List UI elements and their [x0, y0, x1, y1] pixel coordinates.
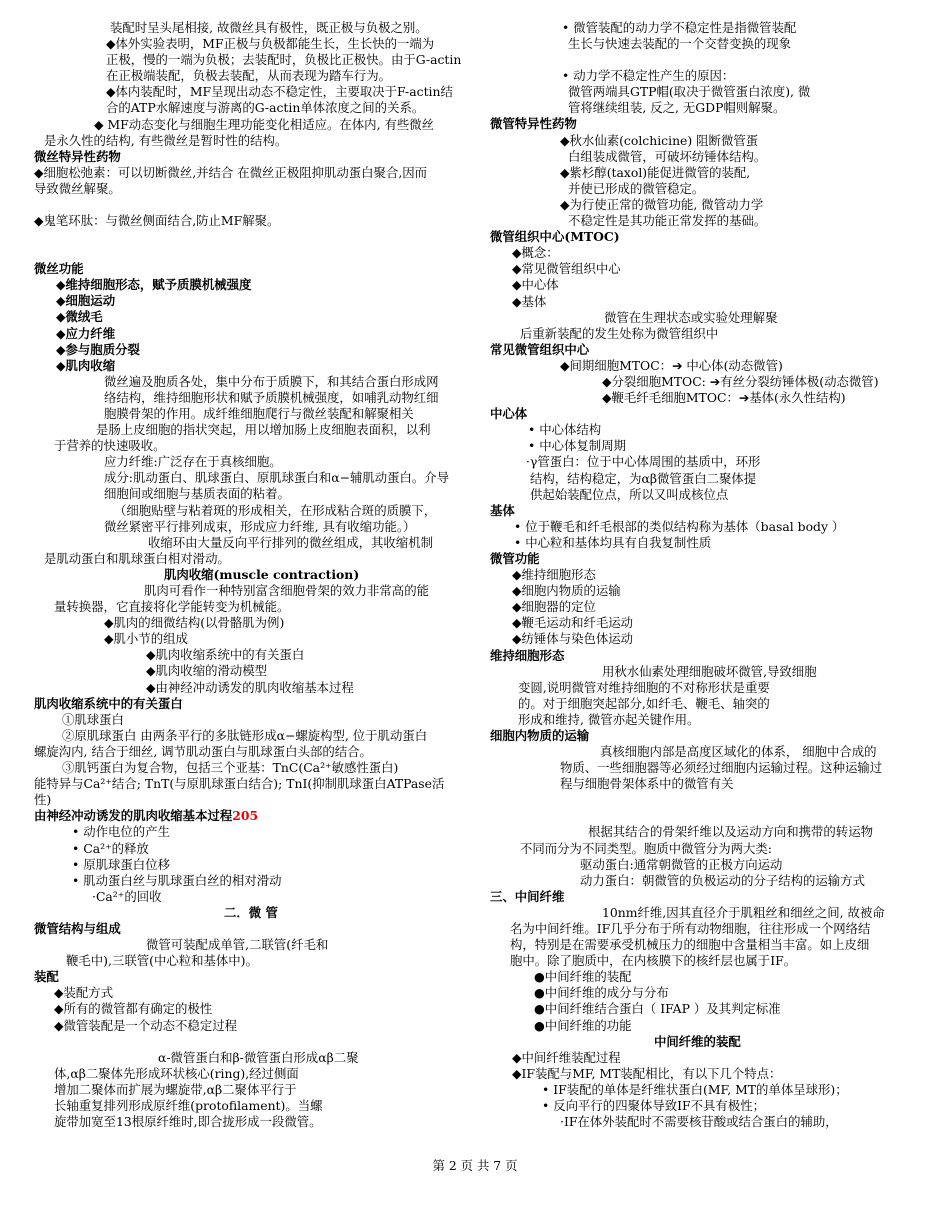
- line-text: ◆应力纤维: [56, 325, 116, 341]
- text-line: [490, 760, 915, 776]
- section-heading: [34, 567, 474, 583]
- line-text: 后重新装配的发生处称为微管组织中: [520, 325, 719, 341]
- line-text: 微丝遍及胞质各处，集中分布于质膜下，和其结合蛋白形成网: [104, 373, 439, 389]
- line-text: 在正极端装配，负极去装配，从而表现为踏车行为。: [106, 68, 391, 84]
- text-line: [34, 213, 474, 229]
- line-text: • 动力学不稳定性产生的原因：: [562, 68, 735, 84]
- text-line: [490, 326, 915, 342]
- text-line: [490, 149, 915, 165]
- section-heading: [34, 293, 474, 309]
- section-heading: [490, 648, 915, 664]
- text-line: [34, 503, 474, 519]
- line-text: ◆鞭毛运动和纤毛运动: [512, 615, 634, 631]
- line-text: 装配时呈头尾相接, 故微丝具有极性，既正极与负极之别。: [110, 20, 428, 35]
- text-line: [490, 277, 915, 293]
- text-line: [490, 20, 915, 36]
- text-line: [490, 100, 915, 116]
- section-heading: [490, 229, 915, 245]
- line-text: 长轴重复排列形成原纤维(protofilament)。当螺: [54, 1097, 323, 1113]
- line-text: 肌肉可看作一种特别富含细胞骨架的效力非常高的能: [144, 583, 429, 598]
- line-text: 细胞内物质的运输: [490, 728, 590, 744]
- line-text: ●中间纤维的成分与分布: [534, 985, 669, 1001]
- text-line: [490, 744, 915, 760]
- text-line: [34, 406, 474, 422]
- section-heading: [490, 889, 915, 905]
- line-text: ◆体外实验表明，MF正极与负极都能生长，生长快的一端为: [106, 36, 435, 52]
- spacer: [34, 1034, 474, 1050]
- text-line: [34, 663, 474, 679]
- text-line: [490, 422, 915, 438]
- text-line: [34, 857, 474, 873]
- section-heading: [490, 728, 915, 744]
- text-line: [490, 824, 915, 840]
- line-text: 微管结构与组成: [34, 920, 121, 936]
- spacer: [490, 792, 915, 824]
- line-text: 微丝紧密平行排列成束，形成应力纤维, 具有收缩功能。）: [104, 518, 416, 534]
- text-line: [490, 680, 915, 696]
- text-line: [34, 390, 474, 406]
- text-line: [34, 486, 474, 502]
- line-text: 白组装成微管，可破坏纺锤体结构。: [568, 148, 767, 164]
- text-line: [490, 1114, 915, 1130]
- line-text: ①肌球蛋白: [62, 711, 124, 727]
- text-line: [34, 20, 474, 36]
- line-text: 微管在生理状态或实验处理解聚: [604, 309, 778, 325]
- text-line: [34, 841, 474, 857]
- line-text: 正极，慢的一端为负极；去装配时，负极比正极快。由于G-actin: [106, 52, 462, 68]
- text-line: [490, 84, 915, 100]
- line-text: 成分:肌动蛋白、肌球蛋白、原肌球蛋白和α−辅肌动蛋白。介导: [104, 470, 450, 486]
- text-line: [34, 1098, 474, 1114]
- line-text: ◆纺锤体与染色体运动: [512, 631, 634, 647]
- text-line: [34, 52, 474, 68]
- line-text: 供起始装配位点，所以又叫成核位点: [530, 486, 729, 502]
- text-line: [490, 664, 915, 680]
- line-text: 于营养的快速吸收。: [54, 438, 166, 454]
- line-text: • 动作电位的产生: [72, 824, 170, 840]
- line-text: 管将继续组装, 反之, 无GDP帽则解聚。: [568, 100, 786, 116]
- text-line: [34, 519, 474, 535]
- section-heading: [34, 969, 474, 985]
- line-text: 不稳定性是其功能正常发挥的基础。: [568, 213, 767, 229]
- line-text: 络结构，维持细胞形状和赋予质膜机械强度，如哺乳动物红细: [104, 389, 439, 405]
- text-line: [490, 1066, 915, 1082]
- text-line: [490, 953, 915, 969]
- line-text: α-微管蛋白和β-微管蛋白形成αβ二聚: [158, 1049, 359, 1065]
- text-line: [34, 680, 474, 696]
- line-text: ◆紫杉醇(taxol)能促进微管的装配,: [560, 164, 751, 180]
- text-line: [34, 117, 474, 133]
- text-line: [34, 470, 474, 486]
- text-line: [490, 631, 915, 647]
- line-text: ◆鬼笔环肽：与微丝侧面结合,防止MF解聚。: [34, 213, 280, 229]
- line-text: （细胞贴壁与粘着斑的形成相关，在形成粘合斑的质膜下，: [114, 502, 437, 518]
- line-text: ●中间纤维的功能: [534, 1017, 632, 1033]
- line-text: ◆微管装配是一个动态不稳定过程: [54, 1017, 237, 1033]
- line-text: 驱动蛋白:通常朝微管的正极方向运动: [580, 856, 783, 872]
- text-line: [490, 245, 915, 261]
- line-text: ◆细胞内物质的运输: [512, 583, 621, 599]
- line-text: • 位于鞭毛和纤毛根部的类似结构称为基体（basal body ）: [514, 518, 845, 534]
- line-text: • 微管装配的动力学不稳定性是指微管装配: [562, 20, 797, 35]
- section-heading: [490, 1034, 915, 1050]
- text-line: [34, 374, 474, 390]
- section-heading: [34, 309, 474, 325]
- line-text: 基体: [490, 502, 515, 518]
- text-line: [34, 551, 474, 567]
- text-line: [490, 696, 915, 712]
- text-line: [490, 390, 915, 406]
- line-text: 用秋水仙素处理细胞破坏微管,导致细胞: [602, 663, 817, 679]
- line-text: ◆为行使正常的微管功能, 微管动力学: [560, 196, 764, 212]
- line-text: 旋带加宽至13根原纤维时,即合拢形成一段微管。: [54, 1114, 322, 1129]
- section-heading: [34, 326, 474, 342]
- text-line: [490, 1001, 915, 1017]
- line-text: ◆基体: [512, 293, 547, 309]
- text-line: [490, 712, 915, 728]
- line-text: 应力纤维:广泛存在于真核细胞。: [104, 454, 282, 470]
- line-text: 装配: [34, 969, 59, 985]
- line-text: ◆微绒毛: [56, 309, 103, 325]
- text-line: [34, 1050, 474, 1066]
- text-line: [490, 310, 915, 326]
- text-line: [490, 985, 915, 1001]
- text-line: [34, 824, 474, 840]
- line-text: 微管功能: [490, 551, 540, 566]
- section-heading: [34, 342, 474, 358]
- line-text: 微管可装配成单管,二联管(纤毛和: [146, 937, 329, 953]
- line-text: • 肌动蛋白丝与肌球蛋白丝的相对滑动: [72, 872, 282, 888]
- line-text: 不同而分为不同类型。胞质中微管分为两大类:: [520, 840, 772, 856]
- spacer: [34, 229, 474, 261]
- text-line: [490, 438, 915, 454]
- text-line: [490, 36, 915, 52]
- text-line: [34, 712, 474, 728]
- line-text: 形成和维持, 微管亦起关键作用。: [518, 711, 700, 727]
- line-text: ·IF在体外装配时不需要核苷酸或结合蛋白的辅助，: [560, 1114, 838, 1130]
- line-text: ◆体内装配时，MF呈现出动态不稳定性，主要取决于F-actin结: [106, 84, 453, 100]
- text-line: [490, 1082, 915, 1098]
- line-text: ◆参与胞质分裂: [56, 341, 140, 357]
- line-text: ③肌钙蛋白为复合物，包括三个亚基：TnC(Ca²⁺敏感性蛋白): [62, 760, 399, 776]
- text-line: [490, 1098, 915, 1114]
- line-text: ◆中间纤维装配过程: [512, 1049, 621, 1065]
- line-text: ◆由神经冲动诱发的肌肉收缩基本过程: [146, 679, 354, 695]
- text-line: [34, 36, 474, 52]
- line-text: 胞中。除了胞质中，在内核膜下的核纤层也属于IF。: [510, 953, 797, 969]
- line-text: 体,αβ二聚体先形成环状核心(ring),经过侧面: [54, 1065, 299, 1081]
- line-text: 合的ATP水解速度与游离的G-actin单体浓度之间的关系。: [106, 100, 425, 116]
- text-line: [490, 294, 915, 310]
- line-text: 程与细胞骨架体系中的微管有关: [560, 776, 734, 792]
- text-line: [490, 487, 915, 503]
- text-line: [490, 873, 915, 889]
- line-text: 结构，结构稳定，为αβ微管蛋白二聚体提: [530, 470, 757, 486]
- text-line: [490, 841, 915, 857]
- text-line: [490, 1018, 915, 1034]
- line-text: ◆维持细胞形态: [512, 567, 596, 583]
- text-line: [490, 1050, 915, 1066]
- text-line: [490, 519, 915, 535]
- line-text: 增加二聚体而扩展为螺旋带,αβ二聚体平行于: [54, 1081, 297, 1097]
- text-line: [490, 374, 915, 390]
- line-text: ◆概念：: [512, 245, 559, 261]
- section-heading: [490, 342, 915, 358]
- line-text: 由神经冲动诱发的肌肉收缩基本过程: [34, 808, 233, 824]
- section-heading: [490, 503, 915, 519]
- spacer: [34, 197, 474, 213]
- line-text: 根据其结合的骨架纤维以及运动方向和携带的转运物: [588, 824, 873, 840]
- text-line: [490, 599, 915, 615]
- line-text: 微丝功能: [34, 261, 84, 277]
- line-text: 螺旋沟内, 结合于细丝, 调节肌动蛋白与肌球蛋白头部的结合。: [34, 743, 372, 759]
- text-line: [34, 1082, 474, 1098]
- text-line: [490, 615, 915, 631]
- right-column: [490, 20, 915, 1130]
- line-text: 动力蛋白：朝微管的负极运动的分子结构的运输方式: [580, 872, 865, 888]
- line-text: 维持细胞形态: [490, 647, 565, 663]
- line-text: 三、中间纤维: [490, 888, 565, 904]
- line-text: ◆鞭毛纤毛细胞MTOC：➔基体(永久性结构): [602, 390, 846, 406]
- text-line: [34, 100, 474, 116]
- line-text: ◆肌肉的细微结构(以骨骼肌为例): [104, 615, 285, 631]
- line-text: • Ca²⁺的释放: [72, 840, 149, 856]
- line-text: ◆间期细胞MTOC：➔ 中心体(动态微管): [560, 357, 783, 373]
- line-text: ◆肌肉收缩系统中的有关蛋白: [146, 647, 305, 663]
- line-text: • 中心体结构: [528, 422, 602, 438]
- text-line: [34, 438, 474, 454]
- line-text: 10nm纤维,因其直径介于肌粗丝和细丝之间, 故被命: [602, 904, 885, 920]
- section-heading: [34, 358, 474, 374]
- text-line: [34, 776, 474, 792]
- text-line: [490, 583, 915, 599]
- line-text: 性): [34, 792, 52, 808]
- line-text: • 中心粒和基体均具有自我复制性质: [514, 534, 712, 550]
- text-line: [34, 422, 474, 438]
- line-text: 肌肉收缩系统中的有关蛋白: [34, 695, 183, 711]
- line-text: 微管两端具GTP帽(取决于微管蛋白浓度), 微: [568, 84, 811, 100]
- line-text: ◆IF装配与MF, MT装配相比，有以下几个特点：: [512, 1065, 782, 1081]
- line-text: ●中间纤维结合蛋白（ IFAP ）及其判定标准: [534, 1001, 781, 1017]
- line-text: • 中心体复制周期: [528, 438, 626, 454]
- text-line: [490, 261, 915, 277]
- text-line: [34, 647, 474, 663]
- line-text: ◆肌肉收缩的滑动模型: [146, 663, 268, 679]
- text-line: [34, 1114, 474, 1130]
- text-line: [490, 454, 915, 470]
- text-line: [34, 583, 474, 599]
- line-text: • IF装配的单体是纤维状蛋白(MF, MT的单体呈球形)；: [542, 1081, 848, 1097]
- text-line: [34, 1001, 474, 1017]
- line-text: 真核细胞内部是高度区域化的体系， 细胞中合成的: [600, 744, 877, 760]
- text-line: [34, 937, 474, 953]
- text-line: [490, 905, 915, 921]
- spacer: [490, 52, 915, 68]
- line-text: 鞭毛中),三联管(中心粒和基体中)。: [66, 953, 258, 969]
- line-text: ◆装配方式: [54, 985, 114, 1001]
- line-text: ●中间纤维的装配: [534, 969, 632, 985]
- line-text: 收缩环由大量反向平行排列的微丝组成，其收缩机制: [148, 534, 433, 550]
- section-heading: [34, 277, 474, 293]
- text-line: [34, 599, 474, 615]
- line-text: 并使已形成的微管稳定。: [568, 180, 705, 196]
- section-heading: [34, 149, 474, 165]
- section-heading: [34, 905, 474, 921]
- line-text: ◆维持细胞形态，赋予质膜机械强度: [56, 277, 252, 293]
- line-text: 导致微丝解聚。: [34, 180, 121, 196]
- text-line: [34, 535, 474, 551]
- line-text: ◆常见微管组织中心: [512, 261, 621, 277]
- line-text: 量转换器，它直接将化学能转变为机械能。: [54, 599, 290, 615]
- text-line: [490, 969, 915, 985]
- line-text: 肌肉收缩(muscle contraction): [164, 566, 360, 582]
- line-text: ◆肌肉收缩: [56, 357, 116, 373]
- text-line: [34, 631, 474, 647]
- text-line: [490, 937, 915, 953]
- text-line: [34, 728, 474, 744]
- line-text: ◆所有的微管都有确定的极性: [54, 1001, 213, 1017]
- text-line: [490, 68, 915, 84]
- text-line: [34, 133, 474, 149]
- text-line: [34, 615, 474, 631]
- line-text: 中间纤维的装配: [654, 1033, 741, 1049]
- line-text: 是永久性的结构, 有些微丝是暂时性的结构。: [44, 132, 288, 148]
- section-heading: [34, 696, 474, 712]
- text-line: [490, 776, 915, 792]
- text-line: [490, 471, 915, 487]
- text-line: [34, 985, 474, 1001]
- line-text: ◆秋水仙素(colchicine) 阻断微管蛋: [560, 132, 759, 148]
- section-heading: [490, 406, 915, 422]
- line-text: 的。对于细胞突起部分,如纤毛、鞭毛、轴突的: [518, 695, 770, 711]
- text-line: [34, 165, 474, 181]
- text-line: [34, 873, 474, 889]
- section-heading: [490, 116, 915, 132]
- text-line: [34, 792, 474, 808]
- text-line: [34, 1066, 474, 1082]
- line-text: 构，特别是在需要承受机械压力的细胞中含量相当丰富。如上皮细: [510, 937, 870, 953]
- section-heading: [34, 808, 474, 824]
- text-line: [490, 358, 915, 374]
- line-text: 微管组织中心(MTOC): [490, 229, 620, 245]
- line-text: • 原肌球蛋白位移: [72, 856, 170, 872]
- page-footer: 第 2 页 共 7 页: [432, 1158, 518, 1173]
- line-text: 名为中间纤维。IF几乎分布于所有动物细胞，往往形成一个网络结: [510, 920, 871, 936]
- line-text: 胞膜骨架的作用。成纤维细胞爬行与微丝装配和解聚相关: [104, 405, 414, 421]
- line-text: 变圆,说明微管对维持细胞的不对称形状是重要: [518, 679, 770, 695]
- page-reference: 205: [232, 808, 259, 824]
- line-text: 是肠上皮细胞的指状突起，用以增加肠上皮细胞表面积，以利: [96, 422, 431, 438]
- text-line: [490, 181, 915, 197]
- text-line: [34, 84, 474, 100]
- line-text: ②原肌球蛋白 由两条平行的多肽链形成α−螺旋构型, 位于肌动蛋白: [62, 727, 428, 743]
- text-line: [490, 197, 915, 213]
- text-line: [34, 1018, 474, 1034]
- text-line: [490, 535, 915, 551]
- line-text: ◆细胞松弛素：可以切断微丝,并结合 在微丝正极阻抑肌动蛋白聚合,因而: [34, 164, 428, 180]
- line-text: 微丝特异性药物: [34, 148, 121, 164]
- line-text: 是肌动蛋白和肌球蛋白相对滑动。: [44, 550, 230, 566]
- section-heading: [34, 261, 474, 277]
- text-line: [490, 857, 915, 873]
- line-text: 常见微管组织中心: [490, 341, 590, 357]
- text-line: [34, 68, 474, 84]
- line-text: ◆ MF动态变化与细胞生理功能变化相适应。在体内, 有些微丝: [94, 116, 435, 132]
- line-text: ·Ca²⁺的回收: [92, 888, 162, 904]
- line-text: 二．微 管: [224, 904, 278, 920]
- text-line: [34, 760, 474, 776]
- section-heading: [34, 921, 474, 937]
- line-text: 生长与快速去装配的一个交替变换的现象: [568, 36, 792, 52]
- text-line: [490, 567, 915, 583]
- line-text: ·γ管蛋白：位于中心体周围的基质中，环形: [526, 454, 761, 470]
- text-line: [490, 921, 915, 937]
- text-line: [34, 744, 474, 760]
- line-text: ◆细胞器的定位: [512, 599, 596, 615]
- section-heading: [490, 551, 915, 567]
- text-line: [34, 181, 474, 197]
- text-line: [34, 889, 474, 905]
- line-text: ◆肌小节的组成: [104, 631, 188, 647]
- text-line: [490, 133, 915, 149]
- line-text: ◆细胞运动: [56, 293, 116, 309]
- line-text: • 反向平行的四聚体导致IF不具有极性；: [542, 1098, 765, 1113]
- text-line: [490, 213, 915, 229]
- line-text: 细胞间或细胞与基质表面的粘着。: [104, 486, 290, 502]
- text-line: [490, 165, 915, 181]
- text-line: [34, 454, 474, 470]
- line-text: ◆分裂细胞MTOC: ➔有丝分裂纺锤体极(动态微管): [602, 373, 879, 389]
- line-text: ◆中心体: [512, 277, 559, 293]
- line-text: 能特异与Ca²⁺结合; TnT(与原肌球蛋白结合); TnI(抑制肌球蛋白ATPase活: [34, 776, 445, 792]
- line-text: 微管特异性药物: [490, 116, 577, 132]
- line-text: 物质、一些细胞器等必须经过细胞内运输过程。这种运输过: [560, 760, 883, 776]
- text-line: [34, 953, 474, 969]
- left-column: [34, 20, 474, 1130]
- line-text: 中心体: [490, 406, 528, 422]
